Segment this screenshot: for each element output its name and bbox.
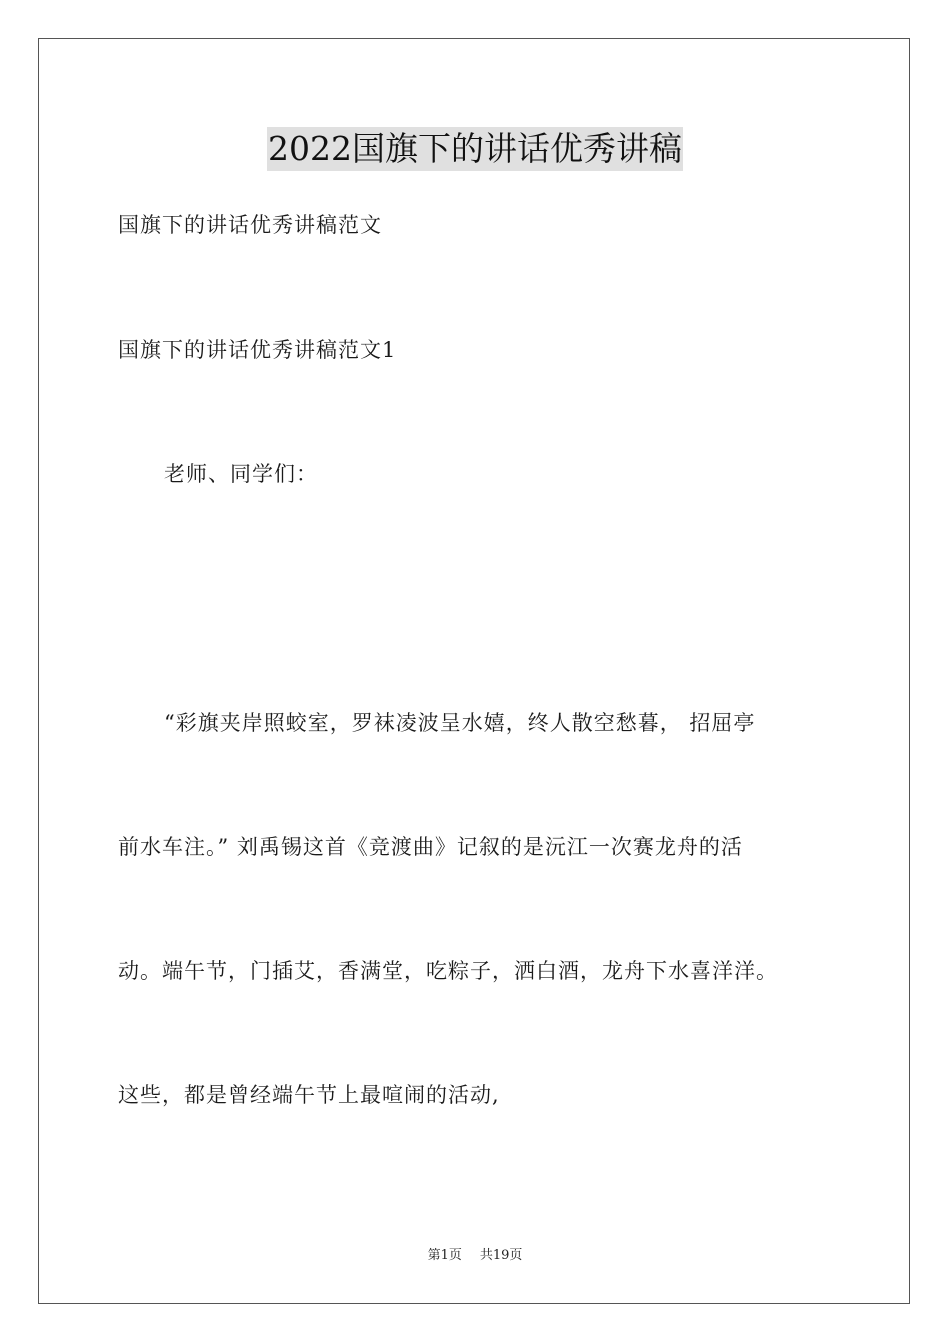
paragraph-line-4: 这些，都是曾经端午节上最喧闹的活动, <box>118 1083 500 1107</box>
page-number-current: 第1页 <box>427 1248 462 1263</box>
subtitle-line: 国旗下的讲话优秀讲稿范文 <box>118 213 382 237</box>
document-title <box>0 127 950 171</box>
salutation: 老师、同学们： <box>164 462 318 486</box>
paragraph-line-2: 前水车注。” 刘禹锡这首《竞渡曲》记叙的是沅江一次赛龙舟的活 <box>118 835 743 859</box>
document-title-text: 2022国旗下的讲话优秀讲稿 <box>267 127 683 171</box>
paragraph-line-1: “彩旗夹岸照蛟室，罗袜凌波呈水嬉，终人散空愁暮， 招屈亭 <box>164 711 756 735</box>
page-number-total: 共19页 <box>479 1248 523 1263</box>
paragraph-line-3: 动。端午节，门插艾，香满堂，吃粽子，洒白酒，龙舟下水喜洋洋。 <box>118 959 778 983</box>
page-footer <box>0 1247 950 1265</box>
section-heading: 国旗下的讲话优秀讲稿范文1 <box>118 338 397 362</box>
